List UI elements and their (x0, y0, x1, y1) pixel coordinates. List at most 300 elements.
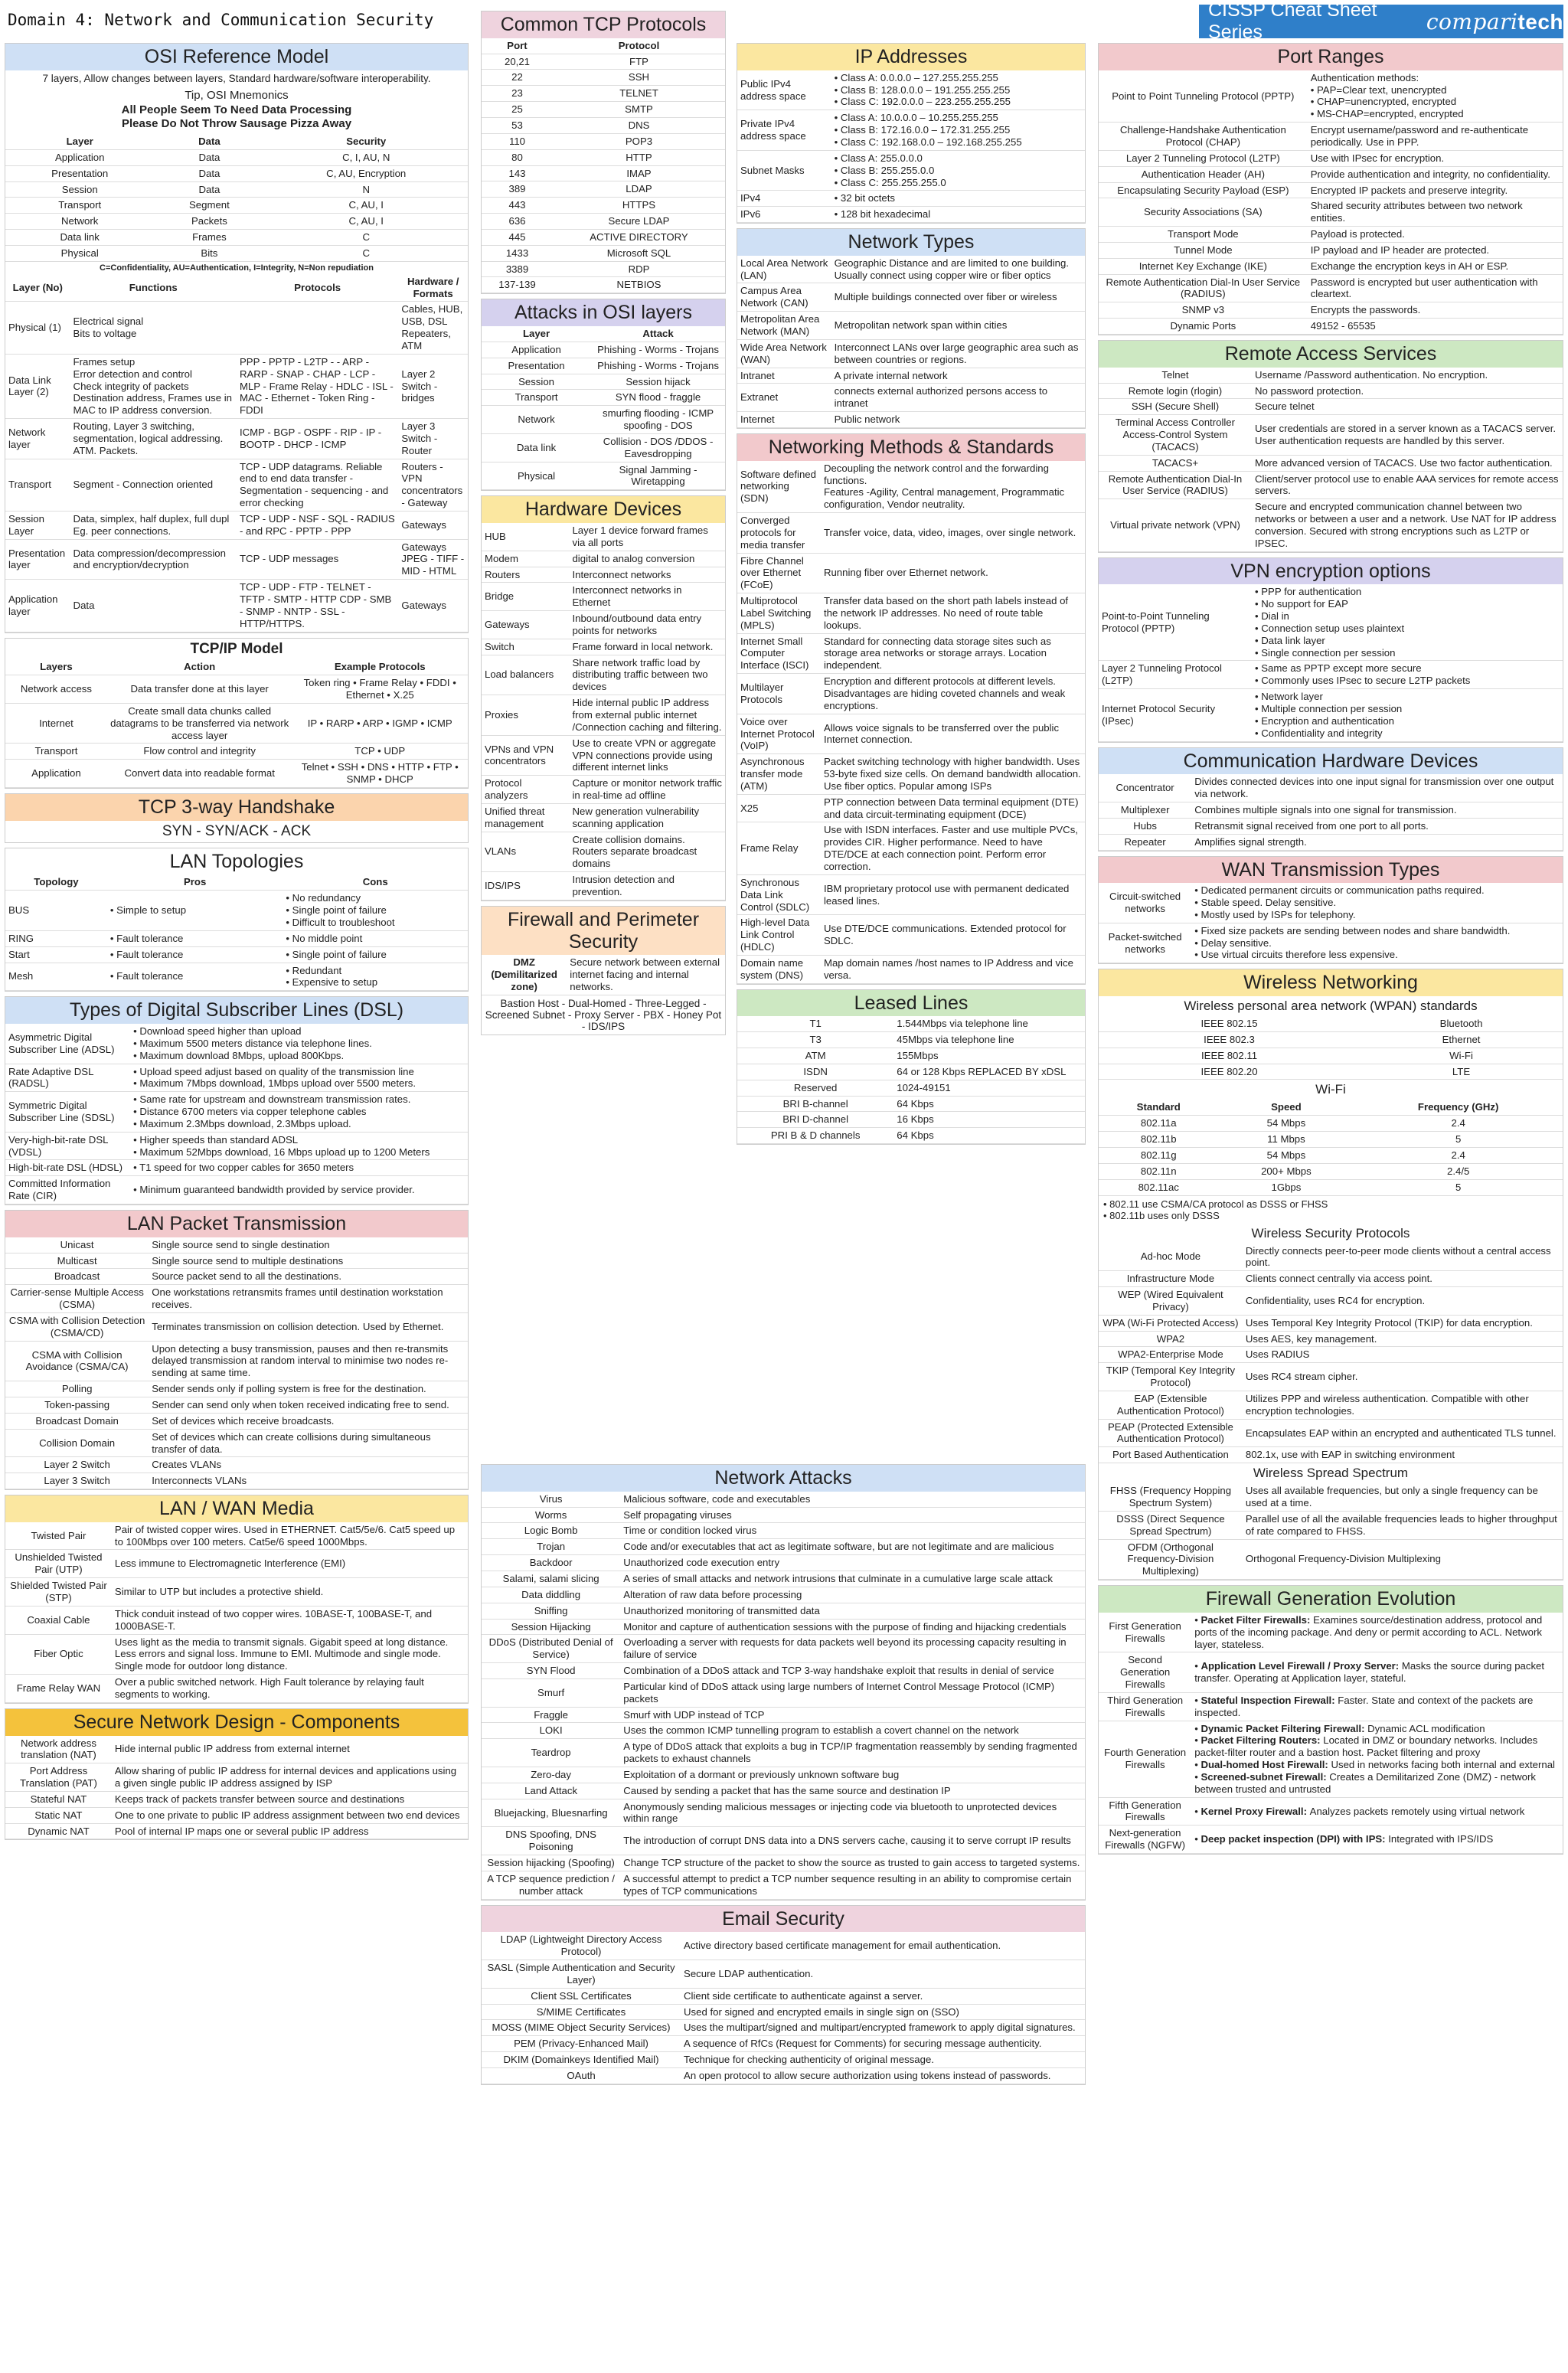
table-row (5, 760, 468, 788)
table-row (482, 872, 725, 900)
row-key: 443 (482, 198, 553, 214)
row-value: ACTIVE DIRECTORY (553, 229, 725, 245)
table-row (1099, 455, 1563, 471)
section-title: Email Security (482, 1906, 1085, 1933)
table-row (5, 1312, 468, 1341)
table-row (1099, 1179, 1563, 1195)
table-row (482, 277, 725, 293)
table-row (482, 2067, 1085, 2084)
row-key: X25 (737, 794, 821, 822)
wss-title: Wireless Spread Spectrum (1253, 1466, 1409, 1481)
list-item: • Fault tolerance (110, 949, 280, 961)
table-row (1099, 1347, 1563, 1363)
series-title: CISSP Cheat Sheet Series (1208, 0, 1377, 43)
list-item: • Same rate for upstream and downstream transmission rates. (133, 1093, 465, 1106)
table-row (1099, 1244, 1563, 1271)
row-value: Uses all available frequencies, but only a single frequency can be used at a time. (1243, 1483, 1563, 1511)
section-title: Firewall Generation Evolution (1099, 1586, 1563, 1613)
table-row (1099, 802, 1563, 818)
row-key: Local Area Network (LAN) (737, 256, 831, 283)
table-row (1099, 883, 1563, 923)
row-value: IBM proprietary protocol use with permanent dedicated leased lines. (821, 874, 1085, 915)
table-row (737, 191, 1085, 207)
table-row (1099, 1511, 1563, 1539)
row-value: More advanced version of TACACS. Use two factor authentication. (1252, 455, 1563, 471)
row-value (831, 70, 1085, 110)
row-key: Sniffing (482, 1603, 620, 1619)
column-header: Frequency (GHz) (1354, 1100, 1563, 1115)
row-value: Transfer data based on the short path labels instead of the network IP addresses. No need of route table lookups. (821, 593, 1085, 634)
list-item: • Higher speeds than standard ADSL (133, 1134, 465, 1146)
table-row (1099, 182, 1563, 198)
table-row (737, 1112, 1085, 1128)
table-row (5, 1269, 468, 1285)
list-item: • Class B: 255.255.0.0 (835, 165, 1082, 177)
row-key: RING (5, 930, 107, 946)
table-row (5, 1429, 468, 1457)
row-key: Shielded Twisted Pair (STP) (5, 1578, 112, 1607)
table-row (1099, 274, 1563, 302)
row-key: Unshielded Twisted Pair (UTP) (5, 1550, 112, 1578)
row-key: WPA (Wi-Fi Protected Access) (1099, 1315, 1243, 1331)
row-value: 11 Mbps (1219, 1132, 1354, 1148)
header-row (5, 874, 468, 890)
row-value (831, 150, 1085, 191)
list-item: • Upload speed adjust based on quality of the transmission line (133, 1066, 465, 1078)
row-key: Fraggle (482, 1707, 620, 1723)
row-value: 5 (1354, 1179, 1563, 1195)
list-item: • Class A: 255.0.0.0 (835, 152, 1082, 165)
section-title: Port Ranges (1099, 44, 1563, 70)
table-row (1099, 471, 1563, 499)
row-key: Intranet (737, 368, 831, 384)
row-key: Second Generation Firewalls (1099, 1652, 1191, 1693)
row-key: Remote login (rlogin) (1099, 383, 1252, 399)
table-row (5, 419, 468, 459)
list-item: • Encryption and authentication (1255, 715, 1560, 727)
row-key: IEEE 802.20 (1099, 1064, 1360, 1080)
row-key: 636 (482, 214, 553, 230)
row-value: Time or condition locked virus (620, 1523, 1085, 1539)
row-value: HTTPS (553, 198, 725, 214)
list-item: • Minimum guaranteed bandwidth provided by service provider. (133, 1184, 465, 1196)
row-key: Teardrop (482, 1739, 620, 1767)
table-row (482, 1635, 1085, 1663)
table-row (737, 915, 1085, 956)
row-value: 1Gbps (1219, 1179, 1354, 1195)
row-key: Session (5, 181, 154, 198)
row-value (1191, 1721, 1563, 1797)
row-key: Concentrator (1099, 774, 1191, 802)
row-value: Phishing - Worms - Trojans (591, 342, 725, 358)
row-value (130, 1160, 468, 1176)
row-key: Virtual private network (VPN) (1099, 499, 1252, 551)
row-key: Challenge-Handshake Authentication Protocol (CHAP) (1099, 123, 1308, 151)
network-types-table (737, 256, 1085, 428)
section-title: Hardware Devices (482, 496, 725, 523)
row-value (107, 963, 283, 991)
row-value (283, 963, 468, 991)
row-key: Terminal Access Controller Access-Control System (TACACS) (1099, 415, 1252, 456)
list-item: • Dynamic Packet Filtering Firewall: Dynamic ACL modification (1194, 1723, 1560, 1735)
row-value: C, AU, I (264, 198, 468, 214)
row-value: 2.4/5 (1354, 1163, 1563, 1179)
table-row (1099, 227, 1563, 243)
table-row (482, 1555, 1085, 1571)
row-value (1191, 1692, 1563, 1721)
vpn-section (1098, 557, 1563, 743)
row-key: Port Address Translation (PAT) (5, 1763, 112, 1792)
row-key: 802.11n (1099, 1163, 1219, 1179)
lan-topologies-section (5, 848, 469, 992)
row-key: FHSS (Frequency Hopping Spectrum System) (1099, 1483, 1243, 1511)
table-row (737, 1096, 1085, 1112)
list-item: • Class B: 172.16.0.0 – 172.31.255.255 (835, 124, 1082, 136)
row-key: T1 (737, 1016, 893, 1031)
row-value: C, I, AU, N (264, 149, 468, 165)
row-value: Thick conduit instead of two copper wires. 10BASE-T, 100BASE-T, and 1000BASE-T. (112, 1606, 468, 1634)
list-item: • Fault tolerance (110, 970, 280, 982)
row-value: Used for signed and encrypted emails in single sign on (SSO) (681, 2004, 1085, 2020)
row-value: Unauthorized monitoring of transmitted data (620, 1603, 1085, 1619)
row-key: S/MIME Certificates (482, 2004, 681, 2020)
row-key: Layer 2 Tunneling Protocol (L2TP) (1099, 661, 1252, 689)
osi-attacks-table (482, 326, 725, 490)
row-key: 53 (482, 117, 553, 133)
row-key: Converged protocols for media transfer (737, 513, 821, 554)
list-item: • Stable speed. Delay sensitive. (1194, 897, 1560, 909)
header-row (5, 659, 468, 675)
table-row (5, 181, 468, 198)
list-item: • Single point of failure (286, 904, 465, 917)
media-section (5, 1495, 469, 1704)
row-key: Mesh (5, 963, 107, 991)
row-value: Particular kind of DDoS attack using large numbers of Internet Control Message Protocol (ICMP) packets (620, 1678, 1085, 1707)
table-row (482, 695, 725, 736)
table-row (737, 593, 1085, 634)
row-value: Layer 1 device forward frames via all ports (569, 523, 725, 551)
table-row (1099, 1116, 1563, 1132)
row-key: BUS (5, 891, 107, 931)
row-key: VLANs (482, 832, 569, 872)
table-row (737, 1048, 1085, 1064)
row-key: Carrier-sense Multiple Access (CSMA) (5, 1285, 149, 1313)
section-title: Firewall and Perimeter Security (482, 907, 725, 956)
row-key: Multiprotocol Label Switching (MPLS) (737, 593, 821, 634)
row-key: Coaxial Cable (5, 1606, 112, 1634)
row-value: Keeps track of packets transfer between source and destinations (112, 1791, 468, 1807)
row-value: Use with IPsec for encryption. (1308, 150, 1563, 166)
row-key: Subnet Masks (737, 150, 831, 191)
row-key: LOKI (482, 1723, 620, 1739)
table-row (482, 2036, 1085, 2052)
hardware-table (482, 523, 725, 900)
table-row (1099, 1363, 1563, 1391)
row-key: Ad-hoc Mode (1099, 1244, 1243, 1271)
row-value: Interconnect networks in Ethernet (569, 583, 725, 611)
table-row (482, 390, 725, 406)
table-row (482, 611, 725, 639)
row-key: Symmetric Digital Subscriber Line (SDSL) (5, 1092, 130, 1133)
column-header: Topology (5, 874, 107, 890)
row-value: Clients connect centrally via access point. (1243, 1271, 1563, 1287)
row-value: Flow control and integrity (107, 744, 292, 760)
tcpip-table (5, 659, 468, 788)
row-value: Less immune to Electromagnetic Interference (EMI) (112, 1550, 468, 1578)
list-item: • Dedicated permanent circuits or communication paths required. (1194, 884, 1560, 897)
row-value: Interconnect networks (569, 567, 725, 583)
column-1 (5, 43, 469, 1845)
row-value: Standard for connecting data storage sites such as storage area networks or storage arrays. Location independent. (821, 633, 1085, 674)
row-key: IEEE 802.3 (1099, 1031, 1360, 1048)
row-key: Switch (482, 639, 569, 655)
table-row (482, 735, 725, 776)
row-value: Confidentiality, uses RC4 for encryption. (1243, 1287, 1563, 1316)
row-value: Session hijack (591, 374, 725, 390)
row-value: 16 Kbps (893, 1112, 1085, 1128)
row-key: 3389 (482, 261, 553, 277)
table-row (737, 754, 1085, 795)
table-row (482, 1767, 1085, 1783)
row-value: Secure and encrypted communication channel between two networks or between a user and a network. Use NAT for IP address conversion. Secured with strong encryptions such as L2TP or IPSEC. (1252, 499, 1563, 551)
row-key: Network access (5, 675, 107, 704)
row-key: ISDN (737, 1064, 893, 1080)
row-key: Collision Domain (5, 1429, 149, 1457)
row-value: A sequence of RfCs (Request for Comments) for securing message authenticity. (681, 2036, 1085, 2052)
table-row (5, 1522, 468, 1550)
row-key: Session (482, 374, 591, 390)
row-value: smurfing flooding - ICMP spoofing - DOS (591, 406, 725, 434)
port-ranges-section (1098, 43, 1563, 335)
row-key: BRI D-channel (737, 1112, 893, 1128)
row-key: 802.11a (1099, 1116, 1219, 1132)
table-row (737, 874, 1085, 915)
row-value: Orthogonal Frequency-Division Multiplexing (1243, 1539, 1563, 1580)
row-key: DNS Spoofing, DNS Poisoning (482, 1827, 620, 1855)
table-row (5, 1132, 468, 1160)
row-value: ICMP - BGP - OSPF - RIP - IP - BOOTP - DHCP - ICMP (237, 419, 398, 459)
row-key: Application layer (5, 580, 70, 632)
table-row (1099, 70, 1563, 123)
row-value: Frames (154, 230, 264, 246)
row-key: Unified threat management (482, 803, 569, 832)
row-key: PEM (Privacy-Enhanced Mail) (482, 2036, 681, 2052)
row-value: Technique for checking authenticity of original message. (681, 2052, 1085, 2068)
row-value: Data transfer done at this layer (107, 675, 292, 704)
list-item: • Distance 6700 meters via copper telephone cables (133, 1106, 465, 1118)
row-key: Asynchronous transfer mode (ATM) (737, 754, 821, 795)
table-row (482, 1571, 1085, 1587)
osi-section (5, 43, 469, 633)
media-table (5, 1522, 468, 1703)
row-key: Very-high-bit-rate DSL (VDSL) (5, 1132, 130, 1160)
row-key: Unicast (5, 1237, 149, 1253)
section-title: Network Attacks (482, 1465, 1085, 1492)
row-value: Set of devices which receive broadcasts. (149, 1413, 468, 1429)
row-key: SNMP v3 (1099, 302, 1308, 319)
row-key: Tunnel Mode (1099, 242, 1308, 258)
row-key: Encapsulating Security Payload (ESP) (1099, 182, 1308, 198)
row-value: Token ring • Frame Relay • FDDI • Ethernet • X.25 (292, 675, 468, 704)
network-attacks-table (482, 1492, 1085, 1900)
table-row (1099, 150, 1563, 166)
row-value: IP payload and IP header are protected. (1308, 242, 1563, 258)
table-row (1099, 834, 1563, 850)
table-row (5, 1413, 468, 1429)
row-key: Gateways (482, 611, 569, 639)
remote-access-table (1099, 368, 1563, 552)
table-row (5, 198, 468, 214)
row-key: Protocol analyzers (482, 776, 569, 804)
dmz-value: Secure network between external internet facing and internal networks. (567, 955, 725, 995)
email-section (481, 1905, 1086, 2085)
table-row (1099, 1132, 1563, 1148)
list-item: • Class A: 10.0.0.0 – 10.255.255.255 (835, 112, 1082, 124)
row-value (831, 110, 1085, 151)
table-row (1099, 584, 1563, 661)
row-value: User credentials are stored in a server known as a TACACS server. User authentication requests are handled by this server. (1252, 415, 1563, 456)
table-row (1099, 1287, 1563, 1316)
row-key: Physical (1) (5, 302, 70, 354)
table-row (482, 261, 725, 277)
list-item: • Simple to setup (110, 904, 280, 917)
row-value (1191, 1613, 1563, 1652)
header-row (5, 134, 468, 149)
row-key: Infrastructure Mode (1099, 1271, 1243, 1287)
row-value: Client side certificate to authenticate against a server. (681, 1988, 1085, 2004)
row-key: Dynamic Ports (1099, 319, 1308, 335)
row-key: Packet-switched networks (1099, 923, 1191, 963)
table-row (737, 384, 1085, 412)
row-key: Private IPv4 address space (737, 110, 831, 151)
row-key: Backdoor (482, 1555, 620, 1571)
lan-packet-table (5, 1237, 468, 1489)
row-key: 389 (482, 181, 553, 198)
list-item: • Class C: 255.255.255.0 (835, 177, 1082, 189)
column-header: Layer (5, 134, 154, 149)
row-value: Allows voice signals to be transferred over the public Internet connection. (821, 714, 1085, 754)
table-row (482, 1707, 1085, 1723)
column-header: Data (154, 134, 264, 149)
table-row (5, 1285, 468, 1313)
table-row (482, 583, 725, 611)
row-value: Use to create VPN or aggregate VPN connections provide using different internet links (569, 735, 725, 776)
row-value: Data (70, 580, 237, 632)
list-item: • 128 bit hexadecimal (835, 208, 1082, 221)
row-value: Frame forward in local network. (569, 639, 725, 655)
table-row (482, 832, 725, 872)
lan-packet-section (5, 1210, 469, 1490)
table-row (1099, 1271, 1563, 1287)
table-row (482, 1855, 1085, 1871)
table-row (482, 1988, 1085, 2004)
row-value: TCP - UDP messages (237, 539, 398, 580)
row-value: Self propagating viruses (620, 1507, 1085, 1523)
row-key: Security Associations (SA) (1099, 198, 1308, 227)
column-header: Standard (1099, 1100, 1219, 1115)
row-value (1252, 584, 1563, 661)
row-key: Transport Mode (1099, 227, 1308, 243)
row-value: Single source send to single destination (149, 1237, 468, 1253)
row-value: Secure LDAP authentication. (681, 1960, 1085, 1988)
row-value: SYN flood - fraggle (591, 390, 725, 406)
table-row (5, 891, 468, 931)
row-value: Geographic Distance and are limited to one building. Usually connect using copper wire or fiber optics (831, 256, 1085, 283)
row-key: Polling (5, 1381, 149, 1397)
row-value: New generation vulnerability scanning application (569, 803, 725, 832)
handshake-section (5, 793, 469, 843)
row-key: 25 (482, 102, 553, 118)
tcp-protocols-table (482, 38, 725, 294)
section-title: Types of Digital Subscriber Lines (DSL) (5, 997, 468, 1024)
row-value: 2.4 (1354, 1116, 1563, 1132)
table-row (482, 433, 725, 462)
column-header: Layer (482, 326, 591, 342)
row-value: connects external authorized persons access to intranet (831, 384, 1085, 412)
row-key: Physical (482, 462, 591, 490)
table-row (482, 523, 725, 551)
table-row (737, 633, 1085, 674)
table-row (737, 674, 1085, 714)
row-value: 1024-49151 (893, 1080, 1085, 1096)
table-row (5, 1550, 468, 1578)
row-value (107, 930, 283, 946)
table-row (1099, 1613, 1563, 1652)
list-item: • Fault tolerance (110, 933, 280, 945)
row-key: Fiber Optic (5, 1634, 112, 1675)
row-value: One to one private to public IP address assignment between two end devices (112, 1807, 468, 1823)
row-key: SYN Flood (482, 1663, 620, 1679)
row-value: Data (154, 165, 264, 181)
row-value: Shared security attributes between two network entities. (1308, 198, 1563, 227)
table-row (482, 655, 725, 695)
list-item: • Same as PPTP except more secure (1255, 662, 1560, 675)
row-key: Remote Authentication Dial-In User Service (RADIUS) (1099, 471, 1252, 499)
row-key: Wide Area Network (WAN) (737, 339, 831, 368)
row-value: Uses Temporal Key Integrity Protocol (TKIP) for data encryption. (1243, 1315, 1563, 1331)
row-value (1191, 1797, 1563, 1826)
table-row (482, 1723, 1085, 1739)
list-item: • Dial in (1255, 610, 1560, 623)
row-key: VPNs and VPN concentrators (482, 735, 569, 776)
wifi-notes (1099, 1196, 1563, 1224)
table-row (482, 1619, 1085, 1635)
table-row (1099, 1826, 1563, 1854)
row-value: NETBIOS (553, 277, 725, 293)
table-row (5, 946, 468, 963)
list-item: • No redundancy (286, 892, 465, 904)
table-row (5, 459, 468, 511)
row-key: Fibre Channel over Ethernet (FCoE) (737, 553, 821, 593)
row-key: IPv6 (737, 207, 831, 223)
row-value: Sender can send only when token received indicating free to send. (149, 1397, 468, 1413)
row-value: Alteration of raw data before processing (620, 1587, 1085, 1603)
row-value: LDAP (553, 181, 725, 198)
hardware-section (481, 495, 726, 901)
table-row (482, 551, 725, 567)
wss-table (1099, 1483, 1563, 1580)
row-key: Smurf (482, 1678, 620, 1707)
row-value: 54 Mbps (1219, 1116, 1354, 1132)
row-value: A successful attempt to predict a TCP number sequence resulting in an ability to compromise certain types of TCP communications (620, 1871, 1085, 1899)
comm-hardware-section (1098, 747, 1563, 851)
row-key: High-level Data Link Control (HDLC) (737, 915, 821, 956)
row-key: Transport (5, 744, 107, 760)
table-row (5, 245, 468, 261)
row-value: No password protection. (1252, 383, 1563, 399)
list-item: • Stateful Inspection Firewall: Faster. State and context of the packets are inspected. (1194, 1695, 1560, 1719)
row-value: Encryption and different protocols at different levels. Disadvantages are hiding coveted channels and weak encryptions. (821, 674, 1085, 714)
